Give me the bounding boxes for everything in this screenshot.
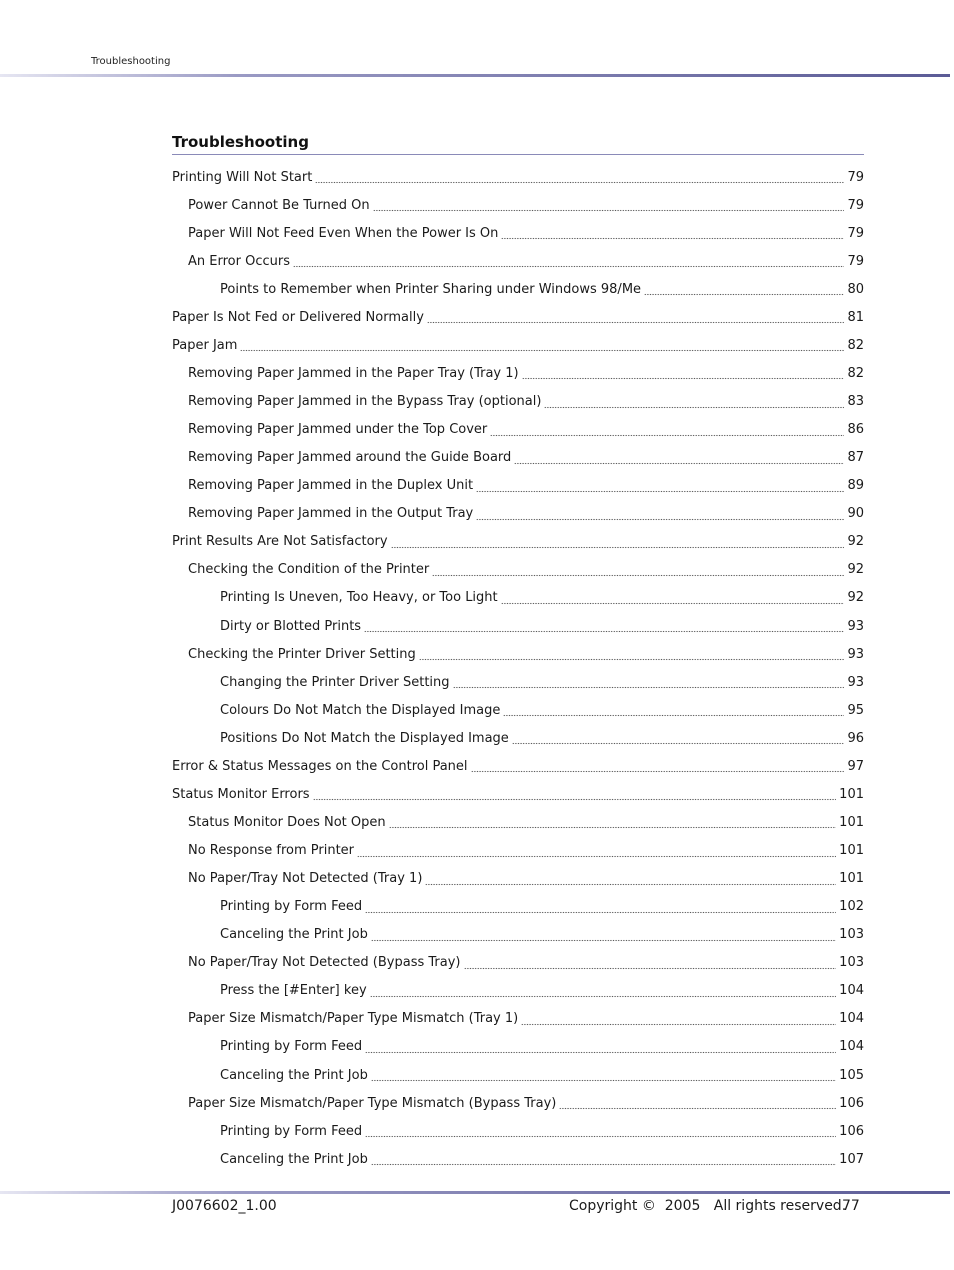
dot-leader xyxy=(432,564,844,578)
toc-entry[interactable] xyxy=(172,275,864,303)
dot-leader xyxy=(357,845,836,859)
toc-entry[interactable] xyxy=(172,163,864,191)
toc-entry-label: Status Monitor Does Not Open xyxy=(188,814,386,830)
toc-entry-page: 79 xyxy=(847,225,864,241)
dot-leader xyxy=(391,536,845,550)
copyright-notice: Copyright © 2005 All rights reserved. xyxy=(569,1198,847,1214)
toc-entry[interactable] xyxy=(172,724,864,752)
toc-entry[interactable] xyxy=(172,303,864,331)
toc-entry-label: Paper Will Not Feed Even When the Power Is On xyxy=(188,225,499,241)
toc-entry[interactable] xyxy=(172,949,864,977)
dot-leader xyxy=(644,283,844,297)
dot-leader xyxy=(365,1125,836,1139)
toc-entry-label: An Error Occurs xyxy=(188,253,290,269)
toc-entry-label: Error & Status Messages on the Control Panel xyxy=(172,758,468,774)
toc-entry[interactable] xyxy=(172,893,864,921)
toc-entry[interactable] xyxy=(172,780,864,808)
section-title: Troubleshooting xyxy=(172,133,864,155)
toc-entry-page: 101 xyxy=(839,871,864,887)
toc-entry-label: Paper Size Mismatch/Paper Type Mismatch (Bypass Tray) xyxy=(188,1095,557,1111)
dot-leader xyxy=(514,452,844,466)
dot-leader xyxy=(521,1013,836,1027)
dot-leader xyxy=(365,901,836,915)
toc-entry[interactable] xyxy=(172,752,864,780)
dot-leader xyxy=(240,339,844,353)
toc-entry-page: 93 xyxy=(847,646,864,662)
toc-entry[interactable] xyxy=(172,528,864,556)
toc-entry-label: Positions Do Not Match the Displayed Image xyxy=(220,730,509,746)
dot-leader xyxy=(503,704,844,718)
dot-leader xyxy=(293,255,844,269)
dot-leader xyxy=(373,199,845,213)
toc-entry[interactable] xyxy=(172,1005,864,1033)
dot-leader xyxy=(371,1069,836,1083)
dot-leader xyxy=(364,620,844,634)
toc-entry[interactable] xyxy=(172,331,864,359)
toc-entry-page: 103 xyxy=(839,927,864,943)
toc-entry-page: 92 xyxy=(847,590,864,606)
toc-entry-label: Printing by Form Feed xyxy=(220,1039,363,1055)
toc-entry-page: 86 xyxy=(847,422,864,438)
dot-leader xyxy=(313,788,837,802)
toc-entry-page: 95 xyxy=(847,702,864,718)
dot-leader xyxy=(389,816,837,830)
dot-leader xyxy=(471,760,845,774)
toc-entry-page: 81 xyxy=(847,309,864,325)
toc-entry-page: 93 xyxy=(847,674,864,690)
toc-entry-page: 106 xyxy=(839,1095,864,1111)
toc-entry-label: Print Results Are Not Satisfactory xyxy=(172,534,388,550)
toc-entry-label: Checking the Condition of the Printer xyxy=(188,562,430,578)
dot-leader xyxy=(371,929,836,943)
dot-leader xyxy=(453,676,845,690)
dot-leader xyxy=(427,311,845,325)
toc-entry[interactable] xyxy=(172,500,864,528)
dot-leader xyxy=(501,592,845,606)
toc-entry-label: Canceling the Print Job xyxy=(220,1067,368,1083)
toc-entry-label: Dirty or Blotted Prints xyxy=(220,618,362,634)
dot-leader xyxy=(501,227,844,241)
toc-entry[interactable] xyxy=(172,584,864,612)
toc-entry-page: 101 xyxy=(839,814,864,830)
toc-entry-page: 104 xyxy=(839,1039,864,1055)
toc-entry-label: Printing by Form Feed xyxy=(220,899,363,915)
toc-entry-label: Printing Is Uneven, Too Heavy, or Too Light xyxy=(220,590,498,606)
toc-entry-label: Removing Paper Jammed in the Bypass Tray (optional) xyxy=(188,394,542,410)
table-of-contents xyxy=(172,163,864,1173)
toc-entry-page: 79 xyxy=(847,197,864,213)
toc-entry[interactable] xyxy=(172,837,864,865)
document-id: J0076602_1.00 xyxy=(172,1198,277,1214)
dot-leader xyxy=(512,732,845,746)
toc-entry-page: 107 xyxy=(839,1151,864,1167)
toc-entry-page: 105 xyxy=(839,1067,864,1083)
toc-entry-label: Colours Do Not Match the Displayed Image xyxy=(220,702,501,718)
toc-entry-label: No Paper/Tray Not Detected (Bypass Tray) xyxy=(188,955,461,971)
toc-entry-page: 90 xyxy=(847,506,864,522)
toc-entry[interactable] xyxy=(172,977,864,1005)
toc-entry-page: 79 xyxy=(847,253,864,269)
toc-entry-page: 89 xyxy=(847,478,864,494)
toc-entry-label: No Response from Printer xyxy=(188,843,355,859)
toc-entry-label: Canceling the Print Job xyxy=(220,927,368,943)
toc-entry-page: 104 xyxy=(839,1011,864,1027)
toc-entry-label: Paper Size Mismatch/Paper Type Mismatch (Tray 1) xyxy=(188,1011,519,1027)
toc-entry-label: Removing Paper Jammed in the Paper Tray (Tray 1) xyxy=(188,365,519,381)
header-rule xyxy=(0,74,950,77)
toc-entry[interactable] xyxy=(172,416,864,444)
running-header: Troubleshooting xyxy=(91,56,171,67)
dot-leader xyxy=(425,873,836,887)
toc-entry-page: 87 xyxy=(847,450,864,466)
toc-entry-label: Printing by Form Feed xyxy=(220,1123,363,1139)
toc-entry-label: Power Cannot Be Turned On xyxy=(188,197,370,213)
toc-entry[interactable] xyxy=(172,219,864,247)
toc-entry-label: Press the [#Enter] key xyxy=(220,983,367,999)
toc-entry[interactable] xyxy=(172,1117,864,1145)
toc-entry[interactable] xyxy=(172,1089,864,1117)
toc-entry-label: Checking the Printer Driver Setting xyxy=(188,646,416,662)
toc-entry-page: 97 xyxy=(847,758,864,774)
toc-entry-page: 92 xyxy=(847,534,864,550)
dot-leader xyxy=(370,985,837,999)
toc-entry-page: 106 xyxy=(839,1123,864,1139)
toc-entry-label: Removing Paper Jammed under the Top Cover xyxy=(188,422,488,438)
toc-entry-page: 80 xyxy=(847,281,864,297)
dot-leader xyxy=(559,1097,836,1111)
toc-entry[interactable] xyxy=(172,640,864,668)
toc-entry-page: 101 xyxy=(839,843,864,859)
dot-leader xyxy=(464,957,837,971)
page-number: 77 xyxy=(842,1198,860,1214)
toc-entry[interactable] xyxy=(172,359,864,387)
toc-entry[interactable] xyxy=(172,668,864,696)
toc-entry[interactable] xyxy=(172,1061,864,1089)
toc-entry[interactable] xyxy=(172,865,864,893)
toc-entry-label: Printing Will Not Start xyxy=(172,169,313,185)
toc-entry-page: 92 xyxy=(847,562,864,578)
toc-entry[interactable] xyxy=(172,1145,864,1173)
footer-rule xyxy=(0,1191,950,1194)
toc-entry[interactable] xyxy=(172,247,864,275)
toc-entry[interactable] xyxy=(172,191,864,219)
dot-leader xyxy=(371,1153,836,1167)
toc-entry-label: Removing Paper Jammed in the Duplex Unit xyxy=(188,478,474,494)
toc-entry-label: Points to Remember when Printer Sharing under Windows 98/Me xyxy=(220,281,642,297)
toc-entry-label: Removing Paper Jammed in the Output Tray xyxy=(188,506,474,522)
dot-leader xyxy=(476,508,844,522)
toc-entry-page: 83 xyxy=(847,394,864,410)
dot-leader xyxy=(315,171,844,185)
dot-leader xyxy=(419,648,845,662)
toc-entry-page: 104 xyxy=(839,983,864,999)
toc-entry-page: 82 xyxy=(847,365,864,381)
toc-entry[interactable] xyxy=(172,696,864,724)
toc-entry[interactable] xyxy=(172,1033,864,1061)
toc-entry[interactable] xyxy=(172,444,864,472)
toc-entry[interactable] xyxy=(172,472,864,500)
toc-entry-label: Removing Paper Jammed around the Guide Board xyxy=(188,450,512,466)
toc-entry[interactable] xyxy=(172,612,864,640)
toc-entry[interactable] xyxy=(172,921,864,949)
toc-entry-label: Status Monitor Errors xyxy=(172,786,310,802)
toc-entry[interactable] xyxy=(172,808,864,836)
toc-entry-label: No Paper/Tray Not Detected (Tray 1) xyxy=(188,871,423,887)
toc-entry-label: Changing the Printer Driver Setting xyxy=(220,674,450,690)
dot-leader xyxy=(365,1041,836,1055)
toc-entry-page: 82 xyxy=(847,337,864,353)
toc-entry[interactable] xyxy=(172,388,864,416)
toc-entry-label: Canceling the Print Job xyxy=(220,1151,368,1167)
dot-leader xyxy=(476,480,844,494)
toc-entry-page: 96 xyxy=(847,730,864,746)
toc-entry[interactable] xyxy=(172,556,864,584)
toc-entry-page: 103 xyxy=(839,955,864,971)
toc-entry-page: 93 xyxy=(847,618,864,634)
toc-entry-label: Paper Jam xyxy=(172,337,238,353)
toc-entry-page: 79 xyxy=(847,169,864,185)
toc-entry-label: Paper Is Not Fed or Delivered Normally xyxy=(172,309,424,325)
toc-entry-page: 102 xyxy=(839,899,864,915)
dot-leader xyxy=(490,424,844,438)
toc-entry-page: 101 xyxy=(839,786,864,802)
dot-leader xyxy=(544,396,844,410)
dot-leader xyxy=(522,367,845,381)
